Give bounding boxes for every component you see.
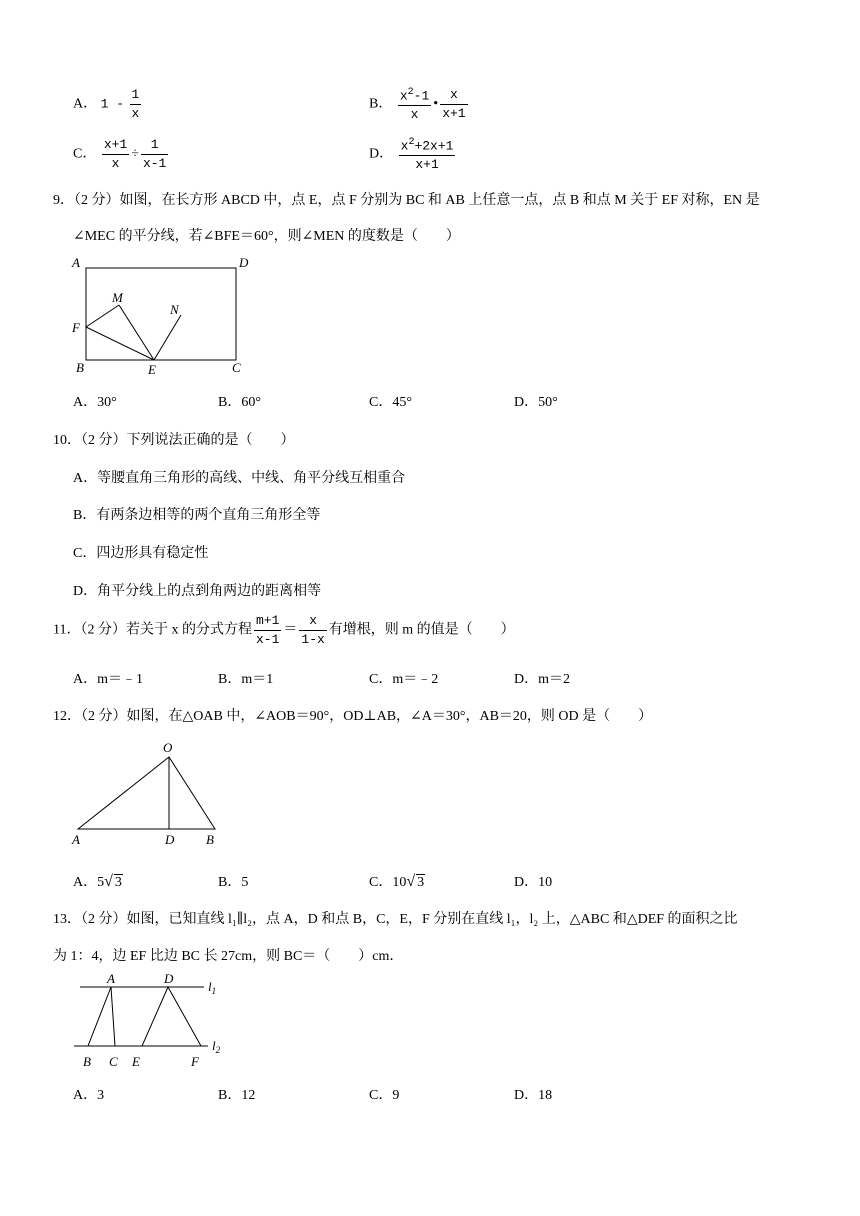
- fraction: $\frac{x^2+2x+1}{x+1}$: [399, 134, 456, 174]
- q9-figure: [68, 250, 258, 378]
- q9-option-a: A．30°: [73, 395, 117, 410]
- q9-stem-line2: ∠MEC 的平分线，若∠BFE＝60°，则∠MEN 的度数是（ ）: [73, 229, 460, 244]
- q10-option-d: D．角平分线上的点到角两边的距离相等: [73, 584, 322, 599]
- label-f: F: [72, 320, 80, 335]
- q11-option-b: B．m＝1: [218, 672, 274, 687]
- fraction: $\frac{x}{1-x}$: [301, 613, 325, 647]
- fraction: $\frac{m+1}{x-1}$: [255, 613, 280, 647]
- fraction: $\frac{x+1}{x}$: [103, 137, 128, 171]
- q13-option-c: C．9: [369, 1088, 400, 1103]
- q9-stem-line1: 9．（2 分）如图，在长方形 ABCD 中，点 E，点 F 分别为 BC 和 AB 上任意一点，点 B 和点 M 关于 EF 对称，EN 是: [53, 193, 760, 208]
- q8-option-d: D． $\frac{x^2+2x+1}{x+1}$: [369, 134, 457, 174]
- label-d: D: [239, 255, 249, 270]
- label-m: M: [112, 290, 123, 305]
- label-l1: $l_1$: [208, 979, 217, 996]
- q9-option-c: C．45°: [369, 395, 412, 410]
- q10-option-b: B．有两条边相等的两个直角三角形全等: [73, 508, 321, 523]
- label-b: B: [206, 832, 214, 847]
- label-o: O: [163, 740, 173, 755]
- label-c: C: [232, 360, 241, 375]
- q12-figure: [68, 738, 228, 850]
- q13-stem-line1: 13．（2 分）如图，已知直线 l₁∥l₂，点 A，D 和点 B，C，E，F 分别在直线 l₁，l₂ 上，△ABC 和△DEF 的面积之比: [53, 912, 738, 927]
- rectangle-abcd: [86, 268, 236, 360]
- q8-option-a: A． 1 - $\frac{1}{x}$: [73, 87, 140, 121]
- q11-option-a: A．m＝﹣1: [73, 672, 143, 687]
- label-e: E: [132, 1054, 140, 1069]
- label-b: B: [76, 360, 84, 375]
- q12-stem: 12．（2 分）如图，在△OAB 中，∠AOB＝90°，OD⊥AB，∠A＝30°，AB＝20，则 OD 是（ ）: [53, 709, 653, 724]
- q12-option-d: D．10: [514, 875, 553, 890]
- q13-figure: [68, 970, 233, 1076]
- q13-stem-line2: 为 1：4，边 EF 比边 BC 长 27cm，则 BC＝（ ）cm．: [53, 949, 404, 964]
- q13-option-a: A．3: [73, 1088, 105, 1103]
- fraction: $\frac{1}{x-1}$: [142, 137, 167, 171]
- fraction: $\frac{1}{x}$: [131, 87, 140, 121]
- q12-option-c: C．10√ 3: [369, 873, 425, 890]
- q9-option-b: B．60°: [218, 395, 261, 410]
- q10-option-c: C．四边形具有稳定性: [73, 546, 209, 561]
- label-d: D: [165, 832, 175, 847]
- label-a: A: [72, 832, 80, 847]
- label-n: N: [170, 302, 179, 317]
- q12-option-a: A．5√ 3: [73, 873, 122, 890]
- fraction: $\frac{x}{x+1}$: [442, 86, 466, 121]
- q13-option-b: B．12: [218, 1088, 256, 1103]
- q8-option-b: B． $\frac{x^2-1}{x}$ • $\frac{x}{x+1}$: [369, 84, 470, 124]
- segment-fm: [86, 305, 119, 327]
- q11-stem: 11．（2 分）若关于 x 的分式方程 $\frac{m+1}{x-1}$ ＝ $\frac{x}{1-x}$ 有增根，则 m 的值是（ ）: [53, 613, 515, 647]
- q11-option-d: D．m＝2: [514, 672, 570, 687]
- label-a: A: [107, 971, 115, 986]
- q8-option-c: C． $\frac{x+1}{x}$ ÷ $\frac{1}{x-1}$: [73, 137, 167, 171]
- triangle-abc: [88, 987, 115, 1046]
- q9-option-d: D．50°: [514, 395, 558, 410]
- label-a: A: [72, 255, 80, 270]
- q10-stem: 10．（2 分）下列说法正确的是（ ）: [53, 433, 295, 448]
- label-c: C: [109, 1054, 118, 1069]
- label-l2: $l_2$: [212, 1038, 221, 1055]
- q12-option-b: B．5: [218, 875, 249, 890]
- segment-en: [154, 315, 181, 360]
- fraction: $\frac{x^2-1}{x}$: [398, 84, 431, 124]
- label-f: F: [191, 1054, 199, 1069]
- triangle-def: [142, 987, 201, 1046]
- q11-option-c: C．m＝﹣2: [369, 672, 439, 687]
- label-d: D: [164, 971, 174, 986]
- triangle-oab: [78, 757, 215, 829]
- q13-option-d: D．18: [514, 1088, 553, 1103]
- label-b: B: [83, 1054, 91, 1069]
- q10-option-a: A．等腰直角三角形的高线、中线、角平分线互相重合: [73, 471, 406, 486]
- label-e: E: [148, 362, 156, 377]
